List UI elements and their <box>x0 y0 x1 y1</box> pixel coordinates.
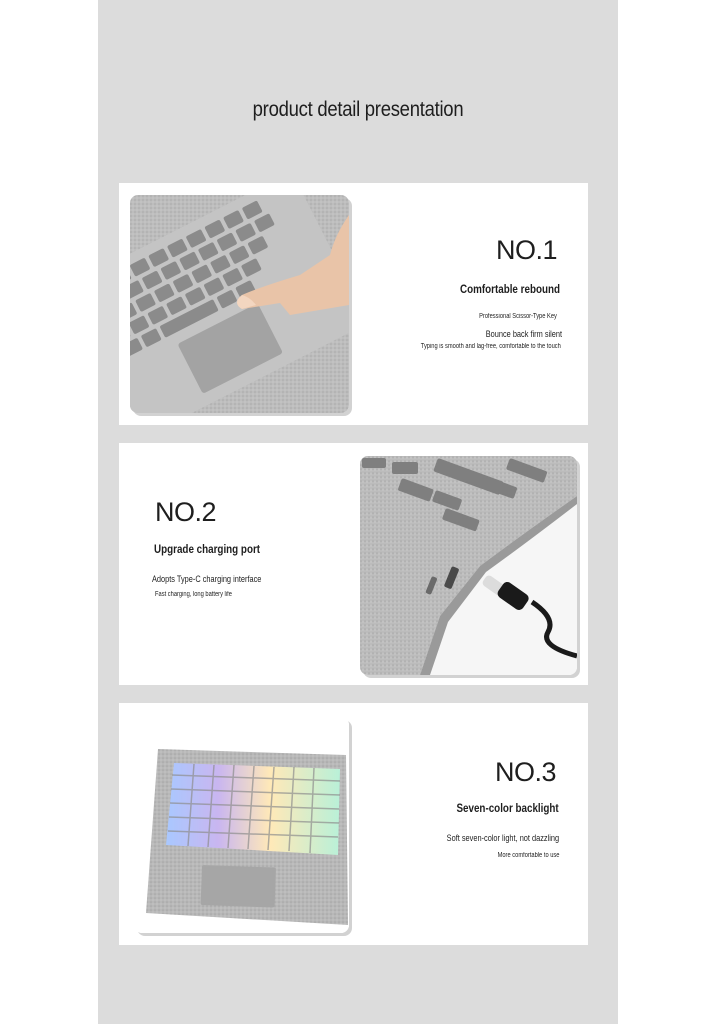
feature-line-3-2: More comfortable to use <box>497 852 559 859</box>
type-c-port-photo <box>360 456 577 675</box>
feature-line-3-1: Soft seven-color light, not dazzling <box>446 833 559 843</box>
feature-heading-1: Comfortable rebound <box>459 282 560 296</box>
feature-number-2: NO.2 <box>155 497 217 527</box>
feature-line-1-1: Professional Scissor-Type Key <box>479 313 557 320</box>
feature-heading-2: Upgrade charging port <box>154 542 261 556</box>
feature-card-3 <box>119 703 588 945</box>
feature-line-2-2: Fast charging, long battery life <box>155 591 232 598</box>
feature-line-1-3: Typing is smooth and lag-free, comfortable to the touch <box>420 343 561 350</box>
feature-number-3: NO.3 <box>494 757 556 787</box>
feature-card-2 <box>119 443 588 685</box>
feature-line-2-1: Adopts Type-C charging interface <box>152 574 262 584</box>
feature-number-1: NO.1 <box>495 235 557 265</box>
keyboard-trackpad-photo <box>130 195 349 413</box>
page-title: product detail presentation <box>252 98 464 121</box>
feature-heading-3: Seven-color backlight <box>456 801 559 815</box>
feature-line-1-2: Bounce back firm silent <box>485 329 562 339</box>
product-detail-panel <box>98 0 618 1024</box>
feature-card-1 <box>119 183 588 425</box>
backlit-keyboard-photo <box>134 717 349 933</box>
